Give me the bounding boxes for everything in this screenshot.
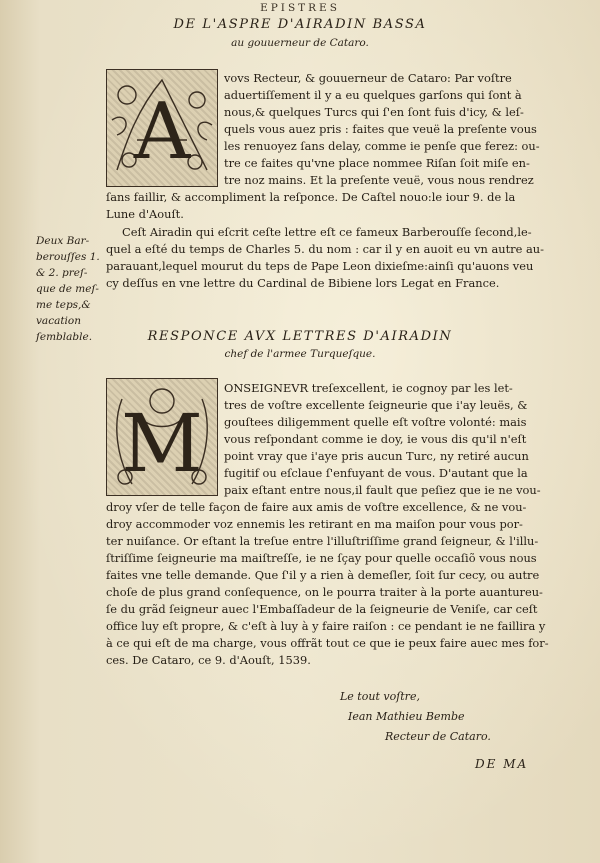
- letter2-line: tres de voſtre excellente ſeigneurie que i'ay leuës, &: [224, 398, 528, 412]
- marginal-note-line: vacation: [36, 315, 81, 327]
- letter1-line: tre ce faites qu'vne place nommee Riſan ſoit miſe en-: [224, 156, 530, 170]
- letter2-line: droy accommoder voz ennemis les retirant en ma maiſon pour vous por-: [106, 517, 523, 531]
- commentary-line: quel a eſté du temps de Charles 5. du nom : car il y en auoit eu vn autre au-: [106, 242, 544, 256]
- letter2-line: vous reſpondant comme ie doy, ie vous dis qu'il n'eſt: [224, 432, 527, 446]
- letter1-line: tre noz mains. Et la preſente veuë, vous nous rendrez: [224, 173, 534, 187]
- letter2-title: RESPONCE AVX LETTRES D'AIRADIN: [147, 329, 453, 344]
- marginal-note-line: me teps,&: [36, 299, 91, 311]
- letter2-line: droy vſer de telle façon de faire aux amis de voſtre excellence, & ne vou-: [106, 500, 527, 514]
- commentary-line: cy deſſus en vne lettre du Cardinal de Bibiene lors Legat en France.: [106, 276, 500, 290]
- letter2-line: ONSEIGNEVR treſexcellent, ie cognoy par les let-: [224, 381, 513, 395]
- marginal-note-line: & 2. preſ-: [36, 267, 88, 279]
- signature-title: Recteur de Cataro.: [385, 730, 491, 743]
- letter2-line: à ce qui eſt de ma charge, vous offrãt tout ce que ie peux faire auec mes for-: [106, 636, 549, 650]
- catchword: DE MA: [475, 757, 529, 771]
- letter1-line: vovs Recteur, & gouuerneur de Cataro: Par voſtre: [224, 71, 512, 85]
- marginal-note-line: ſemblable.: [36, 331, 93, 343]
- commentary-line: Ceſt Airadin qui eſcrit ceſte lettre eſt ce fameux Barberouſſe ſecond,le-: [122, 225, 532, 239]
- initial-letter: A: [133, 87, 191, 177]
- letter2-subtitle: chef de l'armee Turqueſque.: [224, 348, 376, 360]
- letter1-title: DE L'ASPRE D'AIRADIN BASSA: [173, 17, 427, 32]
- letter1-line: ſans faillir, & accompliment la reſponce. De Caſtel nouo:le iour 9. de la: [106, 190, 516, 204]
- marginal-note-line: berouſſes 1.: [36, 251, 100, 263]
- letter2-line: point vray que i'aye pris aucun Turc, ny retiré aucun: [224, 449, 529, 463]
- letter1-line: les renuoyez ſans delay, comme ie penſe que ferez: ou-: [224, 139, 540, 153]
- letter2-line: ſe du grãd ſeigneur auec l'Embaſſadeur de la ſeigneurie de Veniſe, car ceſt: [106, 602, 538, 616]
- letter1-subtitle: au gouuerneur de Cataro.: [231, 37, 369, 49]
- letter2-line: ter nuiſance. Or eſtant la treſue entre l'illuſtriſſime grand ſeigneur, & l'illu-: [106, 534, 539, 548]
- letter2-line: choſe de plus grand conſequence, on le pourra traiter à la porte auantureu-: [106, 585, 543, 599]
- signature-closing: Le tout voſtre,: [340, 690, 420, 703]
- decorated-initial-a: [106, 69, 218, 187]
- initial-ornament-icon: [107, 379, 217, 495]
- letter2-line: faites vne telle demande. Que ſ'il y a rien à demeſler, ſoit ſur cecy, ou autre: [106, 568, 540, 582]
- decorated-initial-m: [106, 378, 218, 496]
- initial-letter: M: [121, 397, 203, 490]
- running-head: EPISTRES: [260, 2, 340, 14]
- marginal-note-line: que de meſ-: [36, 283, 99, 295]
- letter2-line: fugitif ou eſclaue ſ'enfuyant de vous. D'autant que la: [224, 466, 528, 480]
- letter2-line: gouſtees diligemment quelle eſt voſtre volonté: mais: [224, 415, 527, 429]
- letter1-line: aduertiſſement il y a eu quelques garſons qui ſont à: [224, 88, 522, 102]
- letter1-line: Lune d'Aouſt.: [106, 207, 184, 221]
- commentary-line: parauant,lequel mourut du teps de Pape Leon dixieſme:ainſi qu'auons veu: [106, 259, 534, 273]
- signature-name: Iean Mathieu Bembe: [348, 710, 465, 723]
- marginal-note-line: Deux Bar-: [36, 235, 90, 247]
- letter1-line: nous,& quelques Turcs qui ſ'en ſont fuis d'icy, & leſ-: [224, 105, 524, 119]
- letter1-line: quels vous auez pris : faites que veuë la preſente vous: [224, 122, 537, 136]
- letter2-line: ſtriſſime ſeigneurie ma maiſtreſſe, ie ne ſçay pour quelle occaſiõ vous nous: [106, 551, 537, 565]
- letter2-line: ces. De Cataro, ce 9. d'Aouſt, 1539.: [106, 653, 311, 667]
- initial-ornament-icon: [107, 70, 217, 186]
- letter2-line: paix eſtant entre nous,il fault que peſiez que ie ne vou-: [224, 483, 541, 497]
- letter2-line: office luy eſt propre, & c'eſt à luy à y faire raiſon : ce pendant ie ne faillira y: [106, 619, 546, 633]
